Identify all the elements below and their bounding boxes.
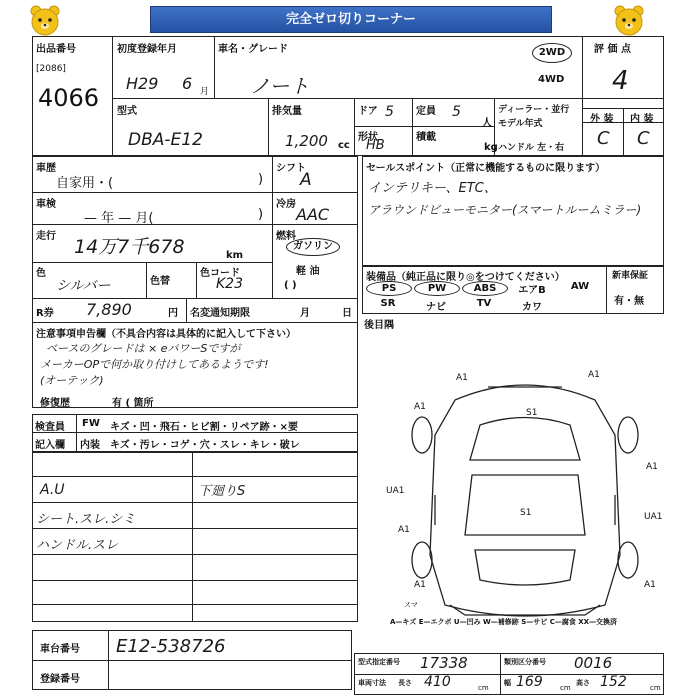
interior-grade: C <box>637 128 650 149</box>
entry-interior: 内装 <box>80 440 100 451</box>
lot-code: [2086] <box>36 64 66 74</box>
drive-2wd-circled: 2WD <box>532 43 572 63</box>
inspection-value: — 年 — 月( <box>84 211 154 226</box>
inspection-label: 車検 <box>36 199 56 210</box>
notes-line-2: メーカーOPで何か取り付けしてあるようです! <box>40 358 269 371</box>
repair-value: 有 ( 箇所 <box>112 398 154 409</box>
seat-label: 後目隅 <box>364 320 394 331</box>
mark-5: A1 <box>646 462 658 472</box>
mark-2: A1 <box>588 370 600 380</box>
first-reg-month: 6 <box>182 74 193 93</box>
fuel-paren: ( ) <box>284 280 297 291</box>
mark-10: A1 <box>644 580 656 590</box>
inspector-fw: FW <box>82 418 100 429</box>
damage-legend: A—キズ E—エクボ U—凹み W—補修跡 S—サビ C—腐食 XX—交換済 <box>390 618 618 626</box>
name-change-month: 月 <box>300 308 310 319</box>
color-value: シルバー <box>56 278 111 294</box>
entry-codes: キズ・汚レ・コゲ・穴・スレ・キレ・破レ <box>110 440 300 451</box>
width-value: 169 <box>516 674 543 690</box>
load-unit: kg <box>484 142 498 153</box>
capacity-label: 定員 <box>416 106 436 117</box>
history-label: 車歴 <box>36 163 56 174</box>
model-name-value: ノート <box>250 74 310 98</box>
inspection-close: ) <box>258 207 264 222</box>
inspector-label: 検査員 <box>35 422 65 433</box>
chassis-label: 車台番号 <box>40 644 80 655</box>
remark-left-2: シート.スレ.シミ <box>36 512 136 527</box>
equipment-item: PW <box>414 281 460 296</box>
interior-label: 内 装 <box>630 114 654 125</box>
remark-left-3: ハンドル.スレ <box>36 538 119 553</box>
rating-label: 評 価 点 <box>594 44 631 55</box>
width-unit: cm <box>560 684 571 692</box>
equipment-item: ナビ <box>426 302 446 313</box>
notes-label: 注意事項申告欄（不具合内容は具体的に記入して下さい） <box>36 329 296 340</box>
first-reg-month-unit: 月 <box>200 87 210 97</box>
mark-11: A1 <box>414 580 426 590</box>
exterior-grade: C <box>597 128 610 149</box>
r-coupon-label: R券 <box>36 308 54 319</box>
type-value: DBA-E12 <box>128 130 203 150</box>
shape-value: HB <box>366 138 385 153</box>
mark-12: スマ <box>404 601 418 609</box>
fuel-label: 燃料 <box>276 231 296 242</box>
shape-label: 形状 <box>358 132 378 143</box>
length-value: 410 <box>424 674 451 690</box>
color-label: 色 <box>36 268 46 279</box>
height-unit: cm <box>650 684 661 692</box>
equipment-label: 装備品（純正品に限り◎をつけてください） <box>366 272 565 283</box>
class-value: 0016 <box>574 654 613 672</box>
handle-label: ハンドル 左・右 <box>498 143 565 153</box>
history-close: ) <box>258 172 264 187</box>
equipment-item: PS <box>366 281 412 296</box>
mark-7: S1 <box>520 508 532 518</box>
inspector-codes: キズ・凹・飛石・ヒビ割・リペア跡・×要 <box>110 422 298 433</box>
color-code-label: 色コード <box>200 268 240 279</box>
lot-label: 出品番号 <box>36 44 76 55</box>
mark-9: A1 <box>398 525 410 535</box>
equipment-item: TV <box>476 298 492 309</box>
cooler-value: AAC <box>296 205 330 224</box>
notes-line-3: (オーテック) <box>40 374 104 387</box>
shift-label: シフト <box>276 163 306 174</box>
mark-1: A1 <box>456 373 468 383</box>
sales-points-label: セールスポイント（正常に機能するものに限ります） <box>366 163 606 174</box>
load-label: 積載 <box>416 132 436 143</box>
r-coupon-value: 7,890 <box>86 300 132 319</box>
r-coupon-unit: 円 <box>168 308 178 319</box>
exterior-label: 外 装 <box>590 114 614 125</box>
capacity-unit: 人 <box>482 118 492 129</box>
height-value: 152 <box>600 674 627 690</box>
first-reg-era: H29 <box>126 74 159 93</box>
displacement-unit: cc <box>338 140 350 151</box>
lot-number: 4066 <box>38 84 100 112</box>
equipment-item: SR <box>380 298 396 309</box>
color-tone-label: 色替 <box>150 276 170 287</box>
displacement-value: 1,200 <box>285 132 328 150</box>
equipment-item: エアB <box>518 285 546 296</box>
fuel-gasoline-circled: ガソリン <box>286 238 340 256</box>
new-warranty-value: 有・無 <box>614 296 644 307</box>
dealer-label: ディーラー・並行 <box>498 105 570 115</box>
height-label: 高さ <box>576 679 590 687</box>
drive-4wd: 4WD <box>538 74 565 85</box>
fuel-diesel: 軽 油 <box>296 266 320 277</box>
model-year-label: モデル年式 <box>498 119 543 129</box>
mark-3: S1 <box>526 408 538 418</box>
mileage-value: 14万7千678 <box>74 236 185 258</box>
notes-line-1: ベースのグレードは × eパワーSですが <box>46 342 241 355</box>
size-label: 車両寸法 <box>358 679 386 687</box>
page-banner: 完全ゼロ切りコーナー <box>150 6 552 33</box>
new-warranty-label: 新車保証 <box>612 271 649 281</box>
name-change-day: 日 <box>342 308 352 319</box>
equipment-item: AW <box>570 281 590 292</box>
entry-label: 記入欄 <box>35 440 65 451</box>
repair-label: 修復歴 <box>40 398 70 409</box>
mileage-unit: km <box>226 250 244 261</box>
mileage-label: 走行 <box>36 231 56 242</box>
history-value: 自家用・( <box>56 176 114 191</box>
shift-value: A <box>300 170 312 190</box>
class-label: 類別区分番号 <box>504 658 546 666</box>
color-code-value: K23 <box>216 276 243 292</box>
length-label: 長さ <box>398 679 412 687</box>
model-name-label: 車名・グレード <box>218 44 288 55</box>
doors-label: ドア <box>358 106 378 117</box>
displacement-label: 排気量 <box>272 106 302 117</box>
equipment-item: ABS <box>462 281 508 296</box>
remark-left-1: A.U <box>40 482 65 498</box>
length-unit: cm <box>478 684 489 692</box>
type-cert-value: 17338 <box>420 654 468 672</box>
type-cert-label: 型式指定番号 <box>358 658 400 666</box>
width-label: 幅 <box>504 679 511 687</box>
mark-6: UA1 <box>386 486 405 496</box>
bear-mascot-left-icon <box>28 4 62 38</box>
mark-8: UA1 <box>644 512 663 522</box>
sales-point-2: アラウンドビューモニター(スマートルームミラー) <box>368 203 642 217</box>
equipment-item: カワ <box>522 302 542 313</box>
sales-point-1: インテリキー、ETC、 <box>368 181 497 196</box>
bear-mascot-right-icon <box>612 4 646 38</box>
rating-value: 4 <box>612 66 629 96</box>
registration-label: 登録番号 <box>40 674 80 685</box>
capacity-value: 5 <box>452 104 461 120</box>
cooler-label: 冷房 <box>276 199 296 210</box>
chassis-value: E12-538726 <box>116 636 226 657</box>
type-label: 型式 <box>117 106 137 117</box>
remark-right-1: 下廻りS <box>198 484 246 499</box>
doors-value: 5 <box>385 104 394 120</box>
mark-4: A1 <box>414 402 426 412</box>
first-reg-label: 初度登録年月 <box>117 44 177 55</box>
name-change-label: 名変通知期限 <box>190 308 250 319</box>
